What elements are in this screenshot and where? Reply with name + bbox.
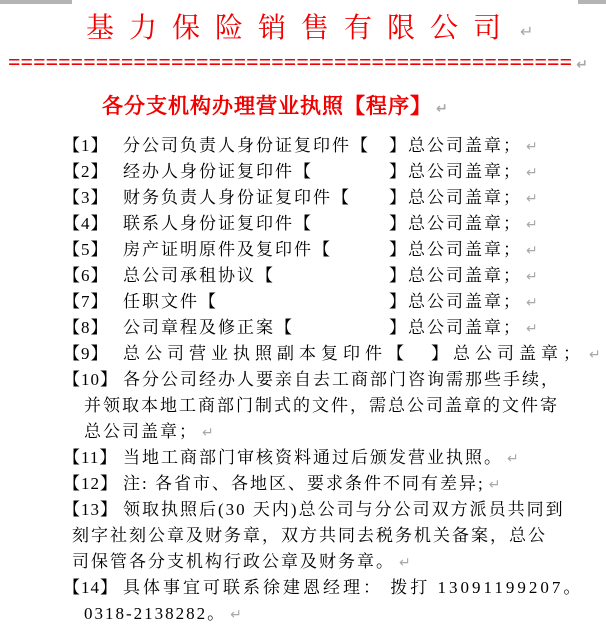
item-text: 财务负责人身份证复印件【 】总公司盖章； bbox=[123, 188, 522, 207]
company-title bbox=[86, 6, 533, 46]
item-text: 领取执照后(30 天内)总公司与分公司双方派员共同到 bbox=[123, 500, 565, 519]
doc-heading-text: 各分支机构办理营业执照【程序】 bbox=[102, 94, 432, 118]
divider-text: ============================================= bbox=[8, 50, 573, 74]
list-item-3 bbox=[0, 185, 606, 211]
list-item-13-cont bbox=[72, 549, 606, 575]
item-number: 【8】 bbox=[63, 318, 109, 337]
item-text: 司保管各分支机构行政公章及财务章。 bbox=[72, 552, 395, 571]
item-text: 并领取本地工商部门制式的文件，需总公司盖章的文件寄 bbox=[84, 396, 559, 415]
item-text: 具体事宜可联系徐建恩经理： 拨打 13091199207。 bbox=[123, 578, 584, 597]
item-text: 刻字社刻公章及财务章，双方共同去税务机关备案，总公 bbox=[72, 526, 547, 545]
item-number: 【13】 bbox=[63, 500, 118, 519]
item-number: 【12】 bbox=[63, 474, 118, 493]
item-number: 【4】 bbox=[63, 214, 109, 233]
item-number: 【2】 bbox=[63, 162, 109, 181]
item-number: 【14】 bbox=[63, 578, 118, 597]
paragraph-mark: ↵ bbox=[202, 425, 214, 441]
paragraph-mark: ↵ bbox=[526, 269, 538, 285]
paragraph-mark: ↵ bbox=[526, 165, 538, 181]
list-item-14 bbox=[0, 575, 606, 601]
item-number: 【6】 bbox=[63, 266, 109, 285]
item-number: 【10】 bbox=[63, 370, 118, 389]
paragraph-mark: ↵ bbox=[488, 477, 501, 493]
list-item-7 bbox=[0, 289, 606, 315]
top-edge-artifact-right bbox=[578, 0, 606, 4]
item-text: 各分公司经办人要亲自去工商部门咨询需那些手续， bbox=[123, 370, 560, 389]
item-text: 经办人身份证复印件【 】总公司盖章； bbox=[123, 162, 522, 181]
paragraph-mark: ↵ bbox=[526, 295, 538, 311]
list-item-14-cont bbox=[84, 601, 606, 627]
list-item-5 bbox=[0, 237, 606, 263]
item-text: 总公司营业执照副本复印件【 】总公司盖章； bbox=[123, 344, 585, 363]
paragraph-mark: ↵ bbox=[436, 101, 448, 117]
paragraph-mark: ↵ bbox=[576, 57, 588, 73]
item-number: 【5】 bbox=[63, 240, 109, 259]
paragraph-mark: ↵ bbox=[230, 607, 242, 623]
procedure-list bbox=[0, 133, 606, 627]
list-item-10-cont bbox=[84, 419, 606, 445]
item-text: 房产证明原件及复印件【 】总公司盖章； bbox=[123, 240, 522, 259]
list-item-13-cont bbox=[72, 523, 606, 549]
list-item-11 bbox=[0, 445, 606, 471]
item-text: 总公司盖章； bbox=[84, 422, 198, 441]
paragraph-mark: ↵ bbox=[526, 321, 538, 337]
item-text: 0318-2138282。 bbox=[84, 604, 227, 623]
item-number: 【11】 bbox=[63, 448, 118, 467]
item-text: 当地工商部门审核资料通过后颁发营业执照。 bbox=[123, 448, 503, 467]
paragraph-mark: ↵ bbox=[399, 555, 411, 571]
divider-line bbox=[8, 50, 598, 77]
list-item-10 bbox=[0, 367, 606, 393]
item-number: 【1】 bbox=[63, 136, 109, 155]
item-number: 【7】 bbox=[63, 292, 109, 311]
list-item-12 bbox=[0, 471, 606, 497]
list-item-1 bbox=[0, 133, 606, 159]
item-number: 【3】 bbox=[63, 188, 109, 207]
list-item-8 bbox=[0, 315, 606, 341]
item-text: 注: 各省市、各地区、要求条件不同有差异; bbox=[123, 474, 485, 493]
item-number: 【9】 bbox=[63, 344, 109, 363]
item-text: 联系人身份证复印件【 】总公司盖章； bbox=[123, 214, 522, 233]
item-text: 分公司负责人身份证复印件【 】总公司盖章； bbox=[123, 136, 522, 155]
top-edge-artifact-left bbox=[0, 0, 72, 4]
paragraph-mark: ↵ bbox=[526, 139, 538, 155]
item-text: 公司章程及修正案【 】总公司盖章； bbox=[123, 318, 522, 337]
list-item-2 bbox=[0, 159, 606, 185]
list-item-4 bbox=[0, 211, 606, 237]
list-item-9 bbox=[0, 341, 606, 367]
paragraph-mark: ↵ bbox=[526, 217, 538, 233]
paragraph-mark: ↵ bbox=[589, 347, 601, 363]
paragraph-mark: ↵ bbox=[526, 191, 538, 207]
item-text: 总公司承租协议【 】总公司盖章； bbox=[123, 266, 522, 285]
item-text: 任职文件【 】总公司盖章； bbox=[123, 292, 522, 311]
paragraph-mark: ↵ bbox=[520, 22, 534, 41]
paragraph-mark: ↵ bbox=[507, 451, 519, 467]
list-item-10-cont bbox=[84, 393, 606, 419]
list-item-6 bbox=[0, 263, 606, 289]
list-item-13 bbox=[0, 497, 606, 523]
paragraph-mark: ↵ bbox=[526, 243, 538, 259]
company-title-text: 基力保险销售有限公司 bbox=[86, 13, 517, 44]
doc-heading bbox=[102, 90, 448, 120]
